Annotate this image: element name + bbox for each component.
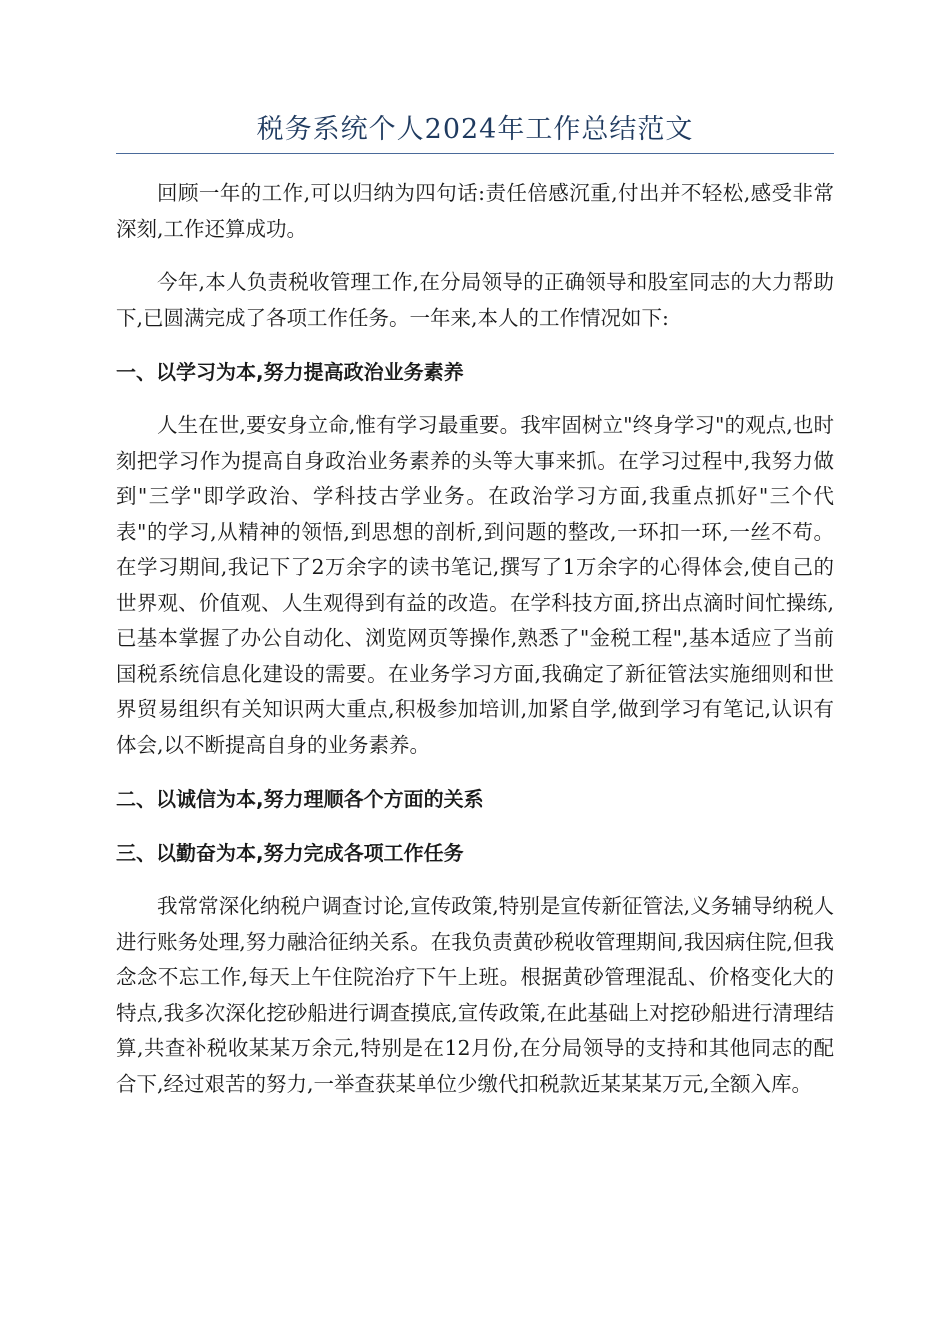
intro-paragraph: 回顾一年的工作,可以归纳为四句话:责任倍感沉重,付出并不轻松,感受非常深刻,工作还算成功。 (116, 181, 834, 241)
diligence-paragraph: 我常常深化纳税户调查讨论,宣传政策,特别是宣传新征管法,义务辅导纳税人进行账务处理,努力融洽征纳关系。在我负责黄砂税收管理期间,我因病住院,但我念念不忘工作,每天上午住院治疗下午上班。根据黄砂管理混乱、价格变化大的特点,我多次深化挖砂船进行调查摸底,宣传政策,在此基础上对挖砂船进行清理结算,共查补税收某某万余元,特别是在12月份,在分局领导的支持和其他同志的配合下,经过艰苦的努力,一举查获某单位少缴代扣税款近某某某万元,全额入库。 (116, 894, 834, 1096)
document-title: 税务系统个人2024年工作总结范文 (256, 114, 694, 145)
document-body (116, 176, 834, 1120)
title-underline (116, 153, 834, 154)
section-heading-integrity: 二、以诚信为本,努力理顺各个方面的关系 (116, 787, 484, 811)
section-heading-study: 一、以学习为本,努力提高政治业务素养 (116, 360, 464, 384)
overview-paragraph: 今年,本人负责税收管理工作,在分局领导的正确领导和股室同志的大力帮助下,已圆满完成了各项工作任务。一年来,本人的工作情况如下: (116, 270, 834, 330)
study-paragraph: 人生在世,要安身立命,惟有学习最重要。我牢固树立"终身学习"的观点,也时刻把学习作为提高自身政治业务素养的头等大事来抓。在学习过程中,我努力做到"三学"即学政治、学科技古学业务。在政治学习方面,我重点抓好"三个代表"的学习,从精神的领悟,到思想的剖析,到问题的整改,一环扣一环,一丝不苟。在学习期间,我记下了2万余字的读书笔记,撰写了1万余字的心得体会,使自己的世界观、价值观、人生观得到有益的改造。在学科技方面,挤出点滴时间忙操练,已基本掌握了办公自动化、浏览网页等操作,熟悉了"金税工程",基本适应了当前国税系统信息化建设的需要。在业务学习方面,我确定了新征管法实施细则和世界贸易组织有关知识两大重点,积极参加培训,加紧自学,做到学习有笔记,认识有体会,以不断提高自身的业务素养。 (116, 413, 834, 757)
section-heading-diligence: 三、以勤奋为本,努力完成各项工作任务 (116, 841, 464, 865)
